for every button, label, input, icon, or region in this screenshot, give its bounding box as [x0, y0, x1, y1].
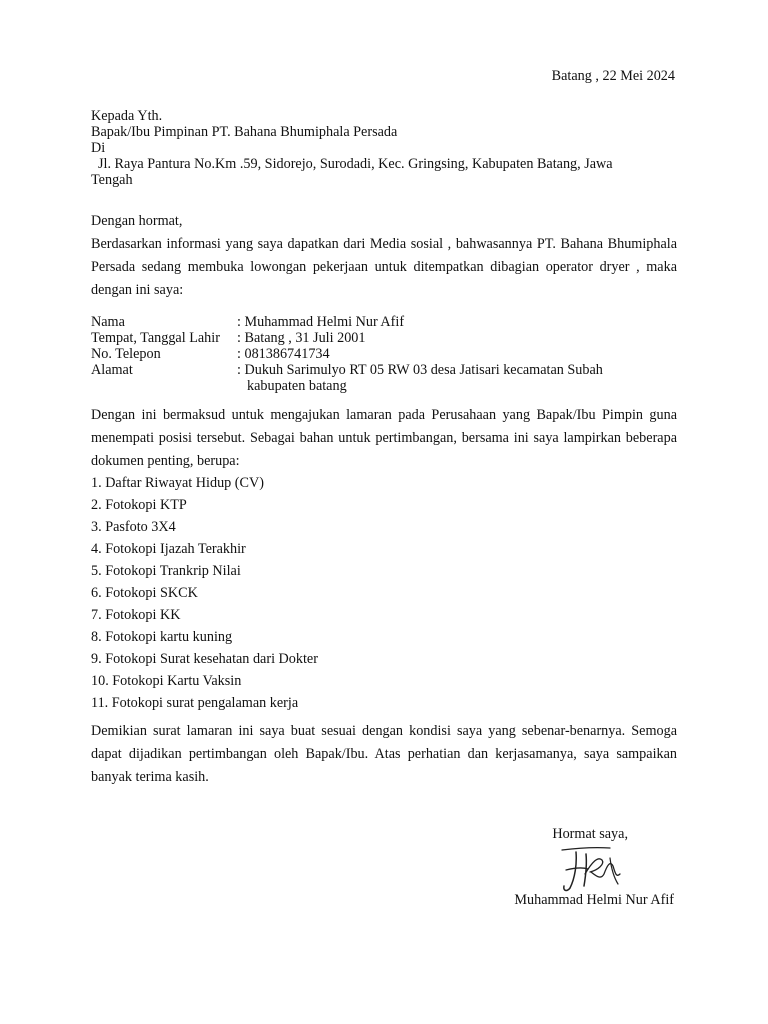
recipient-address — [91, 108, 613, 188]
closing-salutation: Hormat saya, — [552, 826, 628, 842]
field-value: : Dukuh Sarimulyo RT 05 RW 03 desa Jatisari kecamatan Subah — [237, 362, 603, 378]
field-label: Alamat — [91, 362, 133, 378]
field-label: Nama — [91, 314, 125, 330]
greeting: Dengan hormat, — [91, 213, 183, 229]
field-value: : Batang , 31 Juli 2001 — [237, 330, 366, 346]
recipient-line-5: Tengah — [91, 172, 133, 188]
list-item: 6. Fotokopi SKCK — [91, 585, 198, 601]
field-row-name — [91, 314, 603, 330]
field-row-birth — [91, 330, 603, 346]
field-label: Tempat, Tanggal Lahir — [91, 330, 220, 346]
list-item: 5. Fotokopi Trankrip Nilai — [91, 563, 241, 579]
list-item: 4. Fotokopi Ijazah Terakhir — [91, 541, 246, 557]
field-label: No. Telepon — [91, 346, 161, 362]
recipient-line-1: Kepada Yth. — [91, 108, 163, 124]
field-value-group — [237, 362, 603, 394]
list-item: 9. Fotokopi Surat kesehatan dari Dokter — [91, 651, 318, 667]
applicant-details — [91, 314, 603, 394]
list-item: 1. Daftar Riwayat Hidup (CV) — [91, 475, 264, 491]
list-item: 7. Fotokopi KK — [91, 607, 181, 623]
signature — [558, 844, 628, 896]
field-value: : 081386741734 — [237, 346, 330, 362]
field-value: : Muhammad Helmi Nur Afif — [237, 314, 405, 330]
list-item: 3. Pasfoto 3X4 — [91, 519, 176, 535]
recipient-line-2: Bapak/Ibu Pimpinan PT. Bahana Bhumiphala Persada — [91, 124, 398, 140]
intro-paragraph: Berdasarkan informasi yang saya dapatkan dari Media sosial , bahwasannya PT. Bahana Bhumiphala Persada sedang membuka lowongan pekerjaan untuk ditempatkan dibagian operator dryer , maka dengan ini saya: — [91, 236, 677, 298]
list-item: 11. Fotokopi surat pengalaman kerja — [91, 695, 299, 711]
recipient-line-3: Di — [91, 140, 106, 156]
opening-section — [91, 210, 677, 302]
closing-paragraph: Demikian surat lamaran ini saya buat sesuai dengan kondisi saya yang sebenar-benarnya. Semoga dapat dijadikan pertimbangan oleh Bapak/Ibu. Atas perhatian dan kerjasamanya, saya sampaikan banyak terima kasih. — [91, 723, 677, 785]
recipient-line-4: Jl. Raya Pantura No.Km .59, Sidorejo, Surodadi, Kec. Gringsing, Kabupaten Batang, Jawa — [98, 156, 613, 172]
purpose-paragraph: Dengan ini bermaksud untuk mengajukan lamaran pada Perusahaan yang Bapak/Ibu Pimpin guna menempati posisi tersebut. Sebagai bahan untuk pertimbangan, bersama ini saya lampirkan beberapa dokumen penting, berupa: — [91, 407, 677, 469]
field-row-phone — [91, 346, 603, 362]
list-item: 10. Fotokopi Kartu Vaksin — [91, 673, 242, 689]
letter-date: Batang , 22 Mei 2024 — [551, 68, 675, 84]
attachment-list — [91, 472, 318, 714]
signer-name: Muhammad Helmi Nur Afif — [514, 892, 674, 908]
field-value-continued: kabupaten batang — [247, 378, 347, 394]
field-row-address — [91, 362, 603, 394]
list-item: 2. Fotokopi KTP — [91, 497, 187, 513]
list-item: 8. Fotokopi kartu kuning — [91, 629, 233, 645]
